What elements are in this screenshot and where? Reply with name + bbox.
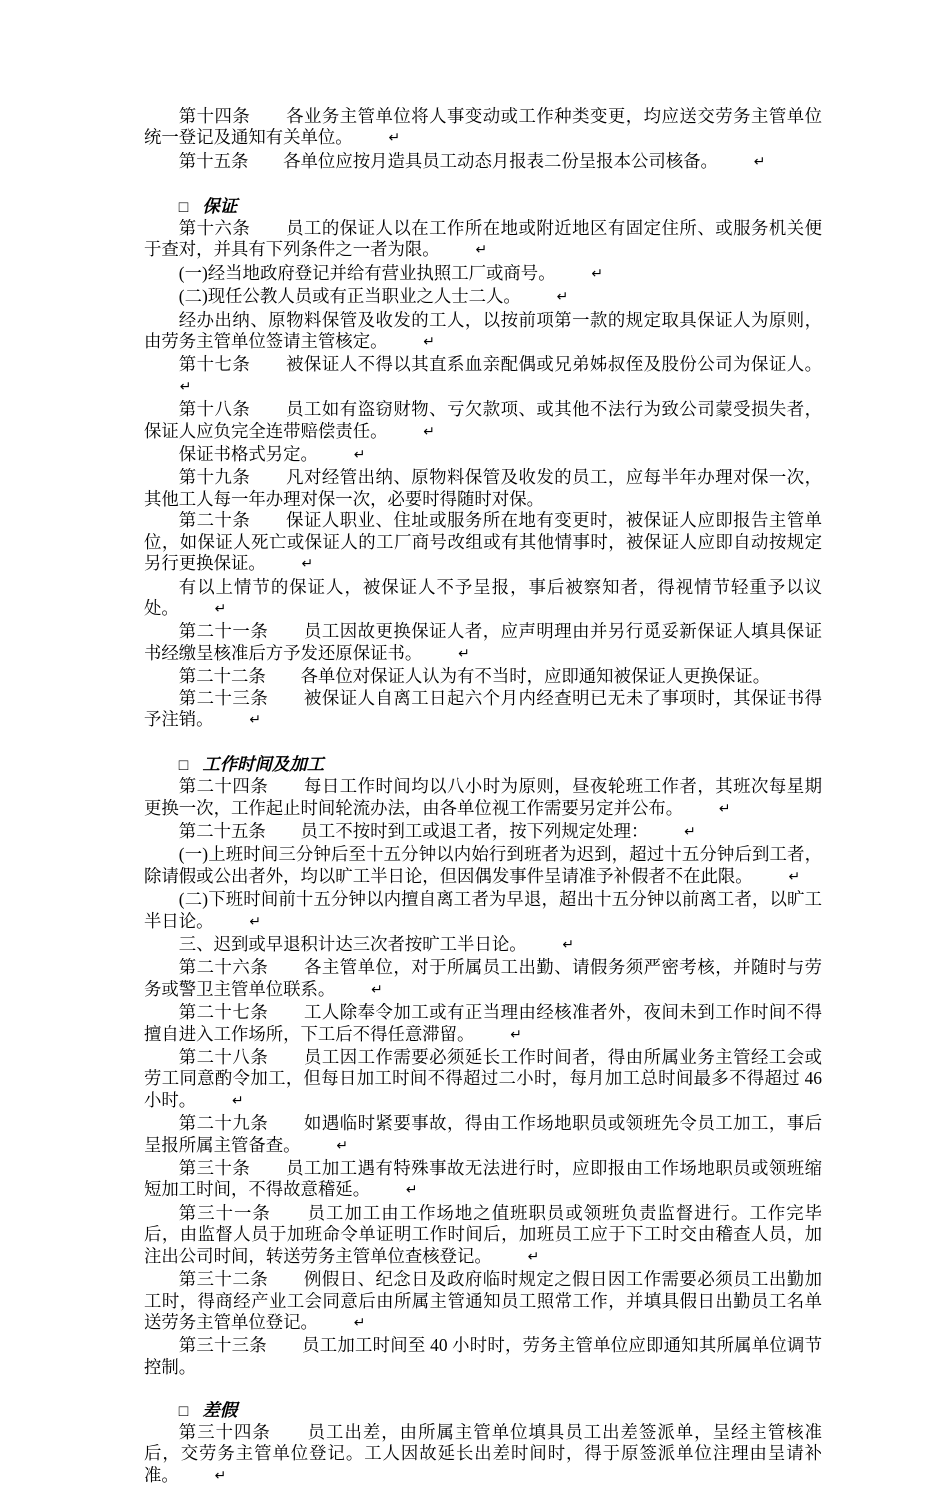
paragraph xyxy=(144,577,822,622)
paragraph-mark-icon: ↵ xyxy=(353,447,366,464)
paragraph xyxy=(144,467,822,510)
paragraph xyxy=(144,106,822,151)
paragraph xyxy=(144,444,822,467)
paragraph-text: 第十七条 被保证人不得以其直系血亲配偶或兄弟姊叔侄及股份公司为保证人。 xyxy=(178,354,822,375)
paragraph-text: 第二十六条 各主管单位，对于所属员工出勤、请假务须严密考核，并随时与劳务或警卫主管单位联系。 xyxy=(144,957,822,999)
blank-line xyxy=(144,174,822,195)
paragraph-text: 第二十二条 各单位对保证人认为有不当时，应即通知被保证人更换保证。 xyxy=(178,666,771,687)
paragraph-mark-icon: ↵ xyxy=(388,130,401,147)
paragraph-mark-icon: ↵ xyxy=(718,800,731,817)
square-bullet-icon: □ xyxy=(178,198,189,216)
paragraph xyxy=(144,151,822,174)
paragraph-text: 第三十二条 例假日、纪念日及政府临时规定之假日因工作需要必须员工出勤加工时，得商经产业工会同意后由所属主管通知员工照常工作，并填具假日出勤员工名单送劳务主管单位登记。 xyxy=(144,1269,822,1332)
paragraph-text: 第十六条 员工的保证人以在工作所在地或附近地区有固定住所、或服务机关便于查对，并具有下列条件之一者为限。 xyxy=(144,218,822,260)
paragraph-mark-icon: ↵ xyxy=(423,334,435,351)
paragraph xyxy=(144,621,822,666)
paragraph-text: 第三十四条 员工出差，由所属主管单位填具员工出差签派单，呈经主管核准后，交劳务主管单位登记。工人因故延长出差时间时，得于原签派单位注理由呈请补准。 xyxy=(144,1421,822,1485)
section-heading xyxy=(144,196,822,218)
paragraph xyxy=(144,1158,822,1203)
paragraph-mark-icon: ↵ xyxy=(371,981,383,998)
paragraph xyxy=(144,1335,822,1378)
paragraph xyxy=(144,666,822,687)
paragraph-mark-icon: ↵ xyxy=(475,242,488,259)
paragraph-text: 有以上情节的保证人，被保证人不予呈报，事后被察知者，得视情节轻重予以议处。 xyxy=(144,576,822,618)
section-heading xyxy=(144,1400,822,1422)
paragraph-text: 保证书格式另定。 xyxy=(178,444,318,465)
paragraph-text: 第二十八条 员工因工作需要必须延长工作时间者，得由所属业务主管经工会或劳工同意酌令加工，但每日加工时间不得超过二小时，每月加工总时间最多不得超过 46 小时。 xyxy=(144,1047,822,1110)
paragraph-mark-icon: ↵ xyxy=(458,645,470,662)
paragraph-text: 第二十七条 工人除奉令加工或有正当理由经核准者外，夜间未到工作时间不得擅自进入工作场所，下工后不得任意滞留。 xyxy=(144,1002,822,1044)
section-heading-text: 保证 xyxy=(202,195,238,216)
paragraph-mark-icon: ↵ xyxy=(684,823,696,840)
paragraph xyxy=(144,1113,822,1158)
paragraph-text: 第十八条 员工如有盗窃财物、亏欠款项、或其他不法行为致公司蒙受损失者，保证人应负完全连带赔偿责任。 xyxy=(144,399,822,441)
paragraph-mark-icon: ↵ xyxy=(556,289,569,306)
paragraph xyxy=(144,688,822,733)
paragraph-text: 第二十四条 每日工作时间均以八小时为原则，昼夜轮班工作者，其班次每星期更换一次，工作起止时间轮流办法，由各单位视工作需要另定并公布。 xyxy=(144,776,822,818)
paragraph xyxy=(144,889,822,934)
paragraph-mark-icon: ↵ xyxy=(591,265,604,282)
paragraph xyxy=(144,1047,822,1113)
section-heading xyxy=(144,754,822,776)
blank-line xyxy=(144,1378,822,1399)
paragraph xyxy=(144,1002,822,1047)
paragraph-mark-icon: ↵ xyxy=(562,937,575,953)
square-bullet-icon: □ xyxy=(178,1402,189,1420)
paragraph-text: 第十九条 凡对经管出纳、原物料保管及收发的员工，应每半年办理对保一次，其他工人每一年办理对保一次，必要时得随时对保。 xyxy=(144,467,822,509)
paragraph-text: 第三十一条 员工加工由工作场地之值班职员或领班负责监督进行。工作完毕后，由监督人员于加班命令单证明工作时间后，加班员工应于下工时交由稽查人员，加注出公司时间，转送劳务主管单位查核登记。 xyxy=(144,1202,822,1266)
paragraph-text: 经办出纳、原物料保管及收发的工人，以按前项第一款的规定取具保证人为原则，由劳务主管单位签请主管核定。 xyxy=(144,309,822,352)
paragraph-mark-icon: ↵ xyxy=(249,913,262,930)
paragraph xyxy=(144,218,822,263)
paragraph-mark-icon: ↵ xyxy=(301,556,314,573)
paragraph-text: 第二十条 保证人职业、住址或服务所在地有变更时，被保证人应即报告主管单位，如保证人死亡或保证人的工厂商号改组或有其他情事时，被保证人应即自动按规定另行更换保证。 xyxy=(144,510,822,574)
paragraph-mark-icon: ↵ xyxy=(353,1314,366,1331)
paragraph-text: (二)下班时间前十五分钟以内擅自离工者为早退，超出十五分钟以前离工者，以旷工半日论。 xyxy=(144,889,822,931)
paragraph xyxy=(144,1422,822,1488)
paragraph-text: 第二十一条 员工因故更换保证人者，应声明理由并另行觅妥新保证人填具保证书经缴呈核准后方予发还原保证书。 xyxy=(144,621,822,663)
paragraph xyxy=(144,844,822,889)
paragraph xyxy=(144,957,822,1002)
paragraph xyxy=(144,354,822,399)
paragraph-text: 第十五条 各单位应按月造具员工动态月报表二份呈报本公司核备。 xyxy=(178,150,718,171)
paragraph xyxy=(144,1203,822,1269)
paragraph xyxy=(144,821,822,844)
paragraph-mark-icon: ↵ xyxy=(179,378,192,395)
document-body xyxy=(144,106,822,1488)
paragraph-mark-icon: ↵ xyxy=(788,868,801,885)
section-heading-text: 差假 xyxy=(202,1399,238,1420)
paragraph-mark-icon: ↵ xyxy=(527,1248,540,1265)
paragraph-mark-icon: ↵ xyxy=(214,600,227,617)
square-bullet-icon: □ xyxy=(178,756,189,774)
paragraph-text: 第二十三条 被保证人自离工日起六个月内经查明已无未了事项时，其保证书得予注销。 xyxy=(144,687,822,729)
paragraph xyxy=(144,399,822,444)
paragraph-text: 第十四条 各业务主管单位将人事变动或工作种类变更，均应送交劳务主管单位统一登记及通知有关单位。 xyxy=(144,106,822,148)
paragraph-mark-icon: ↵ xyxy=(214,1467,227,1484)
paragraph xyxy=(144,510,822,576)
paragraph-text: (一)经当地政府登记并给有营业执照工厂或商号。 xyxy=(178,262,556,283)
paragraph-text: 第二十九条 如遇临时紧要事故，得由工作场地职员或领班先令员工加工，事后呈报所属主管备查。 xyxy=(144,1113,822,1155)
paragraph-mark-icon: ↵ xyxy=(249,711,262,728)
paragraph xyxy=(144,286,822,309)
section-heading-text: 工作时间及加工 xyxy=(202,753,325,774)
paragraph-text: (一)上班时间三分钟后至十五分钟以内始行到班者为迟到，超过十五分钟后到工者，除请假或公出者外，均以旷工半日论，但因偶发事件呈请准予补假者不在此限。 xyxy=(144,844,822,886)
paragraph xyxy=(144,934,822,957)
paragraph-mark-icon: ↵ xyxy=(423,423,435,440)
paragraph xyxy=(144,310,822,355)
paragraph-mark-icon: ↵ xyxy=(510,1026,522,1043)
paragraph-text: 三、迟到或早退积计达三次者按旷工半日论。 xyxy=(178,934,527,954)
paragraph-mark-icon: ↵ xyxy=(405,1182,418,1199)
paragraph xyxy=(144,1269,822,1335)
paragraph-text: 第二十五条 员工不按时到工或退工者，按下列规定处理： xyxy=(178,820,649,841)
paragraph-text: 第三十条 员工加工遇有特殊事故无法进行时，应即报由工作场地职员或领班缩短加工时间，不得故意稽延。 xyxy=(144,1158,822,1200)
paragraph xyxy=(144,263,822,286)
blank-line xyxy=(144,732,822,753)
paragraph-mark-icon: ↵ xyxy=(336,1137,348,1154)
paragraph xyxy=(144,776,822,821)
paragraph-text: 第三十三条 员工加工时间至 40 小时时，劳务主管单位应即通知其所属单位调节控制。 xyxy=(144,1335,822,1377)
paragraph-mark-icon: ↵ xyxy=(231,1092,244,1109)
paragraph-mark-icon: ↵ xyxy=(753,153,766,170)
paragraph-text: (二)现任公教人员或有正当职业之人士二人。 xyxy=(178,286,521,307)
